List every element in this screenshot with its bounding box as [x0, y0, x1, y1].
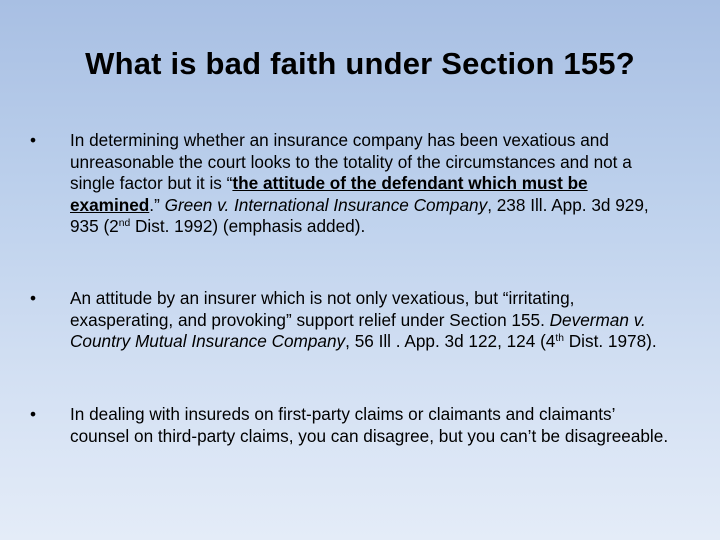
case-name: Deverman v. Country Mutual Insurance Company [70, 309, 646, 352]
bullet-item [30, 288, 670, 353]
bullet-text-segment: In determining whether an insurance company has been vexatious and unreasonable the court looks to the totality of the circumstances and not a single factor but it is “ [70, 130, 632, 194]
bullet-text [70, 288, 670, 353]
ordinal-suffix: th [555, 333, 564, 344]
slide-title: What is bad faith under Section 155? [85, 46, 635, 81]
bullet-text-segment: An attitude by an insurer which is not only vexatious, but “irritating, exasperating, and provoking” support relief under Section 155. [70, 288, 575, 330]
ordinal-suffix: nd [118, 218, 131, 230]
citation: , 56 Ill . App. 3d 122, 124 (4 [345, 331, 556, 352]
bullet-text: In dealing with insureds on first-party claims or claimants and claimants’ counsel on third-party claims, you can disagree, but you can’t be disagreeable. [70, 404, 669, 446]
emphasized-quote: the attitude of the defendant which must be examined [70, 173, 588, 215]
bullet-marker: • [30, 404, 37, 424]
citation: Dist. 1992) (emphasis added). [130, 216, 366, 237]
bullet-item [30, 404, 670, 447]
bullet-text-segment: .” [149, 194, 165, 215]
citation: , 238 Ill. App. 3d 929, 935 (2 [70, 194, 649, 237]
citation: Dist. 1978). [563, 331, 657, 352]
bullet-marker: • [30, 288, 37, 308]
bullet-item [30, 130, 670, 238]
bullet-text [70, 130, 670, 238]
bullet-marker: • [30, 130, 37, 150]
case-name: Green v. International Insurance Company [164, 194, 488, 215]
